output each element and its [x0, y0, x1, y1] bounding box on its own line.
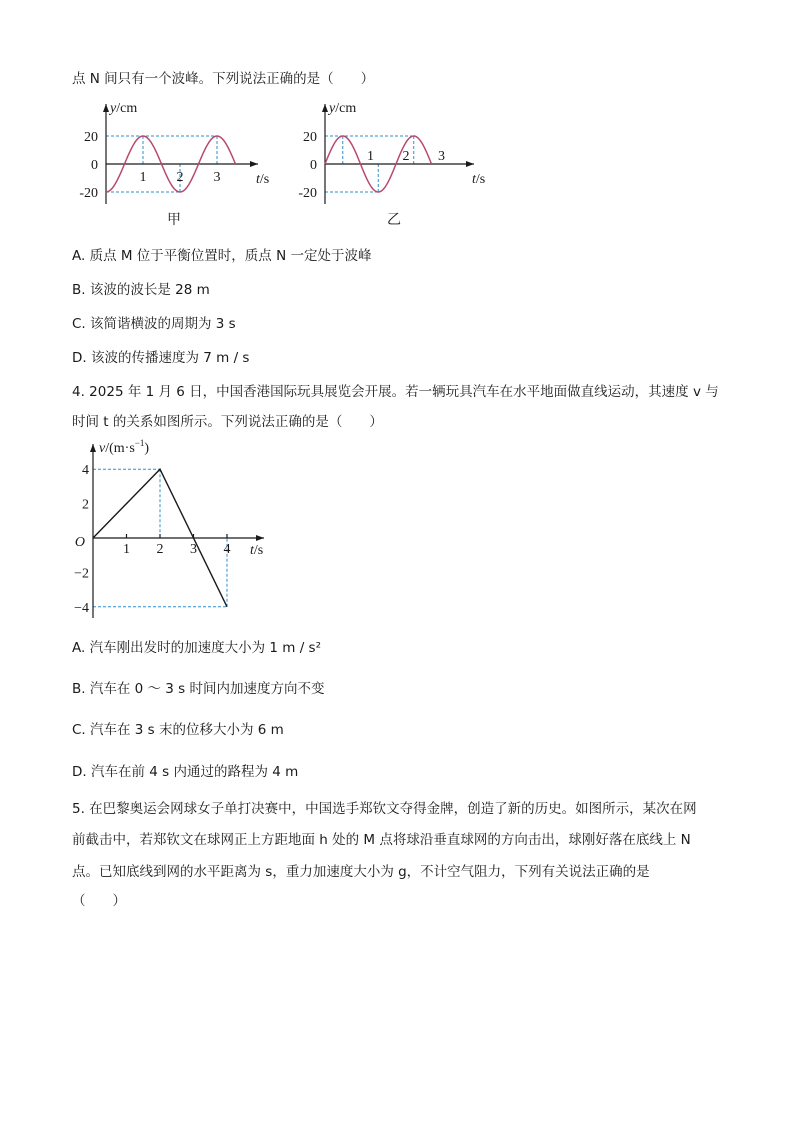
y-tick-label: 0 — [310, 158, 317, 173]
y-tick-label: 2 — [82, 497, 89, 513]
q5-line4: （ ） — [72, 893, 126, 909]
y-tick-label: −4 — [74, 600, 89, 616]
q3-option-d: D. 该波的传播速度为 7 m / s — [72, 350, 250, 366]
y-tick-label: 4 — [82, 463, 89, 479]
x-tick-label: 2 — [402, 149, 410, 164]
q3-option-c: C. 该简谐横波的周期为 3 s — [72, 316, 236, 332]
y-axis-label: $v/(m\cdot s^{-1})$ — [99, 438, 150, 456]
origin-label: O — [74, 535, 85, 550]
y-tick-label: -20 — [79, 186, 98, 201]
y-tick-label: 20 — [303, 130, 317, 145]
q5-line3: 点。已知底线到网的水平距离为 s，重力加速度大小为 g，不计空气阻力，下列有关说法正确的是 — [72, 864, 650, 880]
y-axis-label: y/cm — [110, 101, 138, 116]
y-axis-label: y/cm — [329, 101, 357, 116]
chart-jia — [78, 100, 270, 230]
y-axis-arrow — [90, 444, 96, 452]
x-tick-label: 1 — [367, 149, 374, 164]
x-tick-label: 2 — [176, 170, 184, 185]
y-tick-label: −2 — [74, 566, 89, 582]
q4-option-c: C. 汽车在 3 s 末的位移大小为 6 m — [72, 722, 284, 738]
x-axis-label: t/s — [256, 172, 270, 187]
chart-yi — [290, 100, 486, 230]
x-axis-label: t/s — [472, 172, 486, 187]
chart-vt — [72, 432, 292, 622]
y-axis-arrow — [103, 104, 109, 112]
q4-option-d: D. 汽车在前 4 s 内通过的路程为 4 m — [72, 764, 299, 780]
x-tick-label: 3 — [438, 149, 445, 164]
q5-line1: 5. 在巴黎奥运会网球女子单打决赛中，中国选手郑钦文夺得金牌，创造了新的历史。如图所示，某次在网 — [72, 801, 697, 817]
q3-option-a: A. 质点 M 位于平衡位置时，质点 N 一定处于波峰 — [72, 248, 372, 264]
x-axis-label: t/s — [250, 543, 264, 558]
x-tick-label: 1 — [123, 542, 130, 557]
x-tick-label: 4 — [223, 542, 231, 557]
y-tick-label: 0 — [91, 158, 98, 173]
x-tick-label: 1 — [139, 170, 147, 185]
x-tick-label: 3 — [190, 542, 197, 557]
y-tick-label: -20 — [298, 186, 317, 201]
q5-line2: 前截击中，若郑钦文在球网正上方距地面 h 处的 M 点将球沿垂直球网的方向击出，球刚好落在底线上 N — [72, 832, 691, 848]
x-tick-label: 3 — [213, 170, 221, 185]
x-tick-label: 2 — [156, 542, 164, 557]
q3-option-b: B. 该波的波长是 28 m — [72, 282, 210, 298]
chart-caption: 甲 — [167, 213, 181, 228]
q4-stem-line1: 4. 2025 年 1 月 6 日，中国香港国际玩具展览会开展。若一辆玩具汽车在水平地面做直线运动，其速度 v 与 — [72, 384, 719, 400]
y-axis-arrow — [322, 104, 328, 112]
x-axis-arrow — [256, 535, 264, 541]
q4-stem-line2: 时间 t 的关系如图所示。下列说法正确的是（ ） — [72, 414, 383, 430]
q4-option-a: A. 汽车刚出发时的加速度大小为 1 m / s² — [72, 640, 321, 656]
q3-stem: 点 N 间只有一个波峰。下列说法正确的是（ ） — [72, 71, 375, 87]
q4-option-b: B. 汽车在 0 ～ 3 s 时间内加速度方向不变 — [72, 681, 325, 697]
chart-caption: 乙 — [387, 213, 401, 228]
y-tick-label: 20 — [84, 130, 98, 145]
x-axis-arrow — [466, 161, 474, 167]
x-axis-arrow — [250, 161, 258, 167]
